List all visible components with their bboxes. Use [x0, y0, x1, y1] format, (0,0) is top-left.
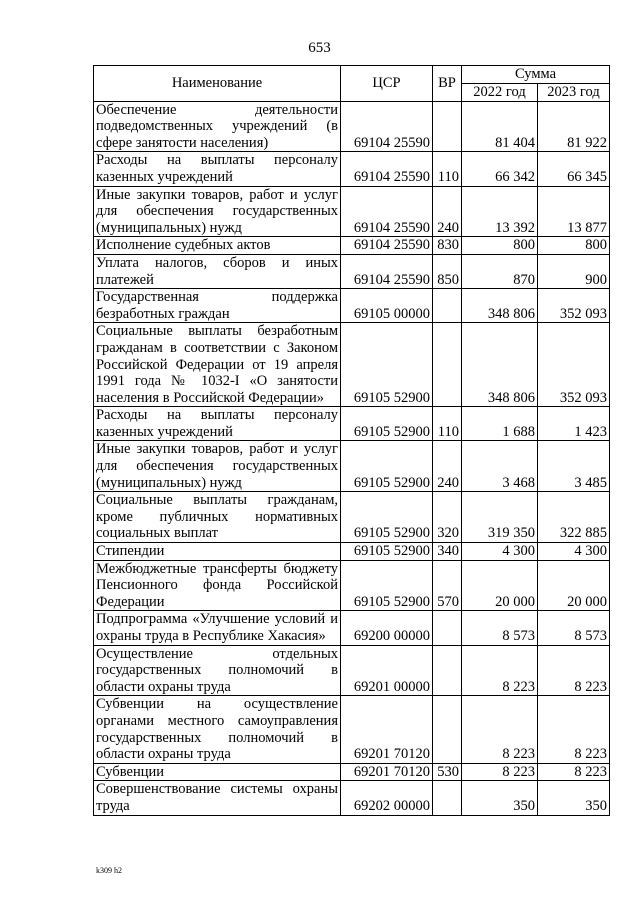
row-sum-2023: 8 573	[538, 611, 610, 645]
row-name: Межбюджетные трансферты бюджету Пенсионного фонда Российской Федерации	[94, 560, 341, 611]
row-vr: 240	[433, 186, 462, 237]
row-csr: 69200 00000	[341, 611, 433, 645]
row-vr: 110	[433, 152, 462, 186]
row-vr: 570	[433, 560, 462, 611]
row-sum-2023: 350	[538, 781, 610, 815]
row-name: Субвенции на осуществление органами местного самоуправления государственных полномочий в области охраны труда	[94, 696, 341, 763]
row-sum-2022: 81 404	[462, 101, 538, 152]
row-name: Расходы на выплаты персоналу казенных учреждений	[94, 152, 341, 186]
header-vr: ВР	[433, 66, 462, 102]
row-sum-2022: 800	[462, 237, 538, 255]
row-vr	[433, 696, 462, 763]
row-vr: 830	[433, 237, 462, 255]
table-row	[94, 492, 610, 543]
row-vr: 240	[433, 441, 462, 492]
row-sum-2023: 66 345	[538, 152, 610, 186]
row-vr: 850	[433, 254, 462, 288]
row-name: Совершенствование системы охраны труда	[94, 781, 341, 815]
row-vr	[433, 781, 462, 815]
row-csr: 69105 52900	[341, 407, 433, 441]
row-sum-2023: 13 877	[538, 186, 610, 237]
header-year-2023: 2023 год	[538, 83, 610, 101]
table-row	[94, 323, 610, 407]
row-vr: 340	[433, 543, 462, 561]
row-sum-2022: 319 350	[462, 492, 538, 543]
table-row	[94, 611, 610, 645]
table-row	[94, 254, 610, 288]
row-csr: 69105 52900	[341, 441, 433, 492]
row-name: Субвенции	[94, 763, 341, 781]
table-row	[94, 289, 610, 323]
row-sum-2022: 8 573	[462, 611, 538, 645]
row-sum-2022: 348 806	[462, 323, 538, 407]
table-row	[94, 543, 610, 561]
row-csr: 69105 52900	[341, 543, 433, 561]
row-csr: 69105 00000	[341, 289, 433, 323]
row-csr: 69201 00000	[341, 645, 433, 696]
row-sum-2022: 350	[462, 781, 538, 815]
table-row	[94, 560, 610, 611]
row-csr: 69202 00000	[341, 781, 433, 815]
row-csr: 69105 52900	[341, 560, 433, 611]
row-sum-2022: 8 223	[462, 763, 538, 781]
row-sum-2022: 8 223	[462, 645, 538, 696]
row-name: Подпрограмма «Улучшение условий и охраны труда в Республике Хакасия»	[94, 611, 341, 645]
row-csr: 69104 25590	[341, 186, 433, 237]
row-csr: 69201 70120	[341, 696, 433, 763]
table-row	[94, 781, 610, 815]
row-sum-2023: 352 093	[538, 323, 610, 407]
row-sum-2023: 800	[538, 237, 610, 255]
row-csr: 69201 70120	[341, 763, 433, 781]
row-sum-2022: 348 806	[462, 289, 538, 323]
row-sum-2023: 3 485	[538, 441, 610, 492]
row-sum-2023: 81 922	[538, 101, 610, 152]
row-name: Уплата налогов, сборов и иных платежей	[94, 254, 341, 288]
row-csr: 69105 52900	[341, 323, 433, 407]
row-name: Социальные выплаты безработным гражданам в соответствии с Законом Российской Федерации от 19 апреля 1991 года № 1032-I «О занятости населения в Российской Федерации»	[94, 323, 341, 407]
row-sum-2023: 900	[538, 254, 610, 288]
row-vr	[433, 289, 462, 323]
row-sum-2023: 1 423	[538, 407, 610, 441]
row-vr: 110	[433, 407, 462, 441]
table-row	[94, 696, 610, 763]
row-vr: 320	[433, 492, 462, 543]
row-sum-2023: 8 223	[538, 645, 610, 696]
row-vr	[433, 611, 462, 645]
row-vr: 530	[433, 763, 462, 781]
row-vr	[433, 101, 462, 152]
row-sum-2022: 66 342	[462, 152, 538, 186]
table-row	[94, 407, 610, 441]
page-number: 653	[308, 40, 331, 56]
row-vr	[433, 645, 462, 696]
footer-code: k309 h2	[96, 866, 122, 875]
row-name: Стипендии	[94, 543, 341, 561]
row-sum-2023: 8 223	[538, 696, 610, 763]
row-csr: 69104 25590	[341, 152, 433, 186]
row-sum-2022: 4 300	[462, 543, 538, 561]
table-row	[94, 101, 610, 152]
row-name: Расходы на выплаты персоналу казенных учреждений	[94, 407, 341, 441]
row-csr: 69104 25590	[341, 237, 433, 255]
header-year-2022: 2022 год	[462, 83, 538, 101]
row-sum-2023: 20 000	[538, 560, 610, 611]
row-name: Иные закупки товаров, работ и услуг для обеспечения государственных (муниципальных) нужд	[94, 441, 341, 492]
row-sum-2023: 352 093	[538, 289, 610, 323]
row-csr: 69104 25590	[341, 254, 433, 288]
table-row	[94, 763, 610, 781]
row-name: Иные закупки товаров, работ и услуг для обеспечения государственных (муниципальных) нужд	[94, 186, 341, 237]
budget-table	[93, 65, 610, 816]
row-name: Государственная поддержка безработных граждан	[94, 289, 341, 323]
table-row	[94, 441, 610, 492]
row-name: Обеспечение деятельности подведомственных учреждений (в сфере занятости населения)	[94, 101, 341, 152]
row-sum-2022: 8 223	[462, 696, 538, 763]
row-sum-2023: 4 300	[538, 543, 610, 561]
row-csr: 69104 25590	[341, 101, 433, 152]
header-sum: Сумма	[462, 66, 610, 84]
row-sum-2022: 1 688	[462, 407, 538, 441]
table-row	[94, 186, 610, 237]
row-sum-2023: 322 885	[538, 492, 610, 543]
row-sum-2022: 3 468	[462, 441, 538, 492]
row-name: Осуществление отдельных государственных полномочий в области охраны труда	[94, 645, 341, 696]
row-vr	[433, 323, 462, 407]
row-sum-2022: 870	[462, 254, 538, 288]
header-csr: ЦСР	[341, 66, 433, 102]
table-row	[94, 645, 610, 696]
row-name: Исполнение судебных актов	[94, 237, 341, 255]
header-name: Наименование	[94, 66, 341, 102]
row-csr: 69105 52900	[341, 492, 433, 543]
row-sum-2023: 8 223	[538, 763, 610, 781]
row-sum-2022: 20 000	[462, 560, 538, 611]
row-name: Социальные выплаты гражданам, кроме публичных нормативных социальных выплат	[94, 492, 341, 543]
table-row	[94, 152, 610, 186]
table-row	[94, 237, 610, 255]
row-sum-2022: 13 392	[462, 186, 538, 237]
